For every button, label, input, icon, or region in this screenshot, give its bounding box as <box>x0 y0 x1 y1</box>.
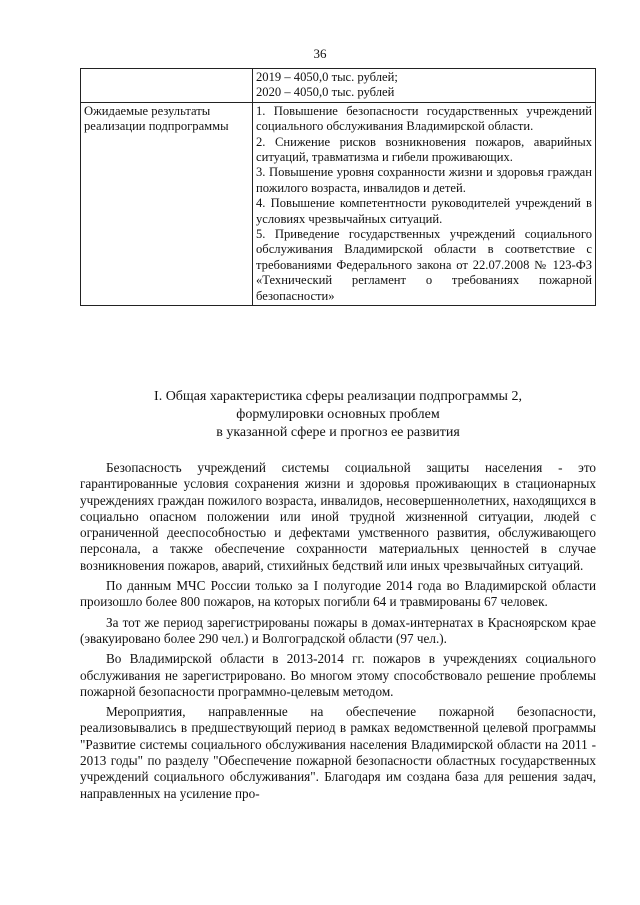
funding-line-2020: 2020 – 4050,0 тыс. рублей <box>256 85 395 100</box>
section-title-line-1: I. Общая характеристика сферы реализации подпрограммы 2, <box>154 389 522 404</box>
paragraph-4: Во Владимирской области в 2013-2014 гг. пожаров в учреждениях социального обслуживания не зарегистрировано. Во многом этому способствовало решение проблемы пожарной безопасности программно-целевым методом. <box>80 651 596 699</box>
section-title-line-2: формулировки основных проблем <box>236 407 440 422</box>
section-title <box>80 388 596 442</box>
result-item-2: 2. Снижение рисков возникновения пожаров, аварийных ситуаций, травматизма и гибели проживающих. <box>256 134 592 165</box>
funding-line-2019: 2019 – 4050,0 тыс. рублей; <box>256 70 398 84</box>
table-cell-empty <box>81 69 253 103</box>
body-text <box>80 460 596 806</box>
paragraph-1: Безопасность учреждений системы социальной защиты населения - это гарантированные условия сохранения жизни и здоровья проживающих в стационарных учреждениях граждан пожилого возраста, инвалидов, несовершеннолетних, находящихся в социально опасном положении или иной трудной жизненной ситуации, людей с ограниченной дееспособностью и дефектами умственного развития, обслуживающего персонала, а также обеспечение сохранности материальных ценностей в случае возникновения пожаров, аварий, стихийных бедствий или иных чрезвычайных ситуаций. <box>80 460 596 573</box>
results-cell <box>253 102 596 305</box>
page-number: 36 <box>313 46 327 61</box>
table-row-expected-results <box>81 102 596 305</box>
program-passport-table <box>80 68 596 306</box>
result-item-3: 3. Повышение уровня сохранности жизни и здоровья граждан пожилого возраста, инвалидов и детей. <box>256 165 592 195</box>
result-item-4: 4. Повышение компетентности руководителей учреждений в условиях чрезвычайных ситуаций. <box>256 196 592 226</box>
section-title-line-3: в указанной сфере и прогноз ее развития <box>216 425 460 440</box>
table-row-funding-continued <box>81 69 596 103</box>
paragraph-5: Мероприятия, направленные на обеспечение пожарной безопасности, реализовывались в предшествующий период в рамках ведомственной целевой программы "Развитие системы социального обслуживания населения Владимирской области на 2011 - 2013 годы" по разделу "Обеспечение пожарной безопасности областных государственных учреждений социального обслуживания". Благодаря им создана база для решения задач, направленных на усиление про- <box>80 704 596 801</box>
result-item-1: 1. Повышение безопасности государственных учреждений социального обслуживания Владимирской области. <box>256 103 592 134</box>
results-label-cell: Ожидаемые результаты реализации подпрограммы <box>81 102 253 305</box>
result-item-5: 5. Приведение государственных учреждений социального обслуживания Владимирской области в соответствие с требованиями Федерального закона от 22.07.2008 № 123-ФЗ «Технический регламент о требованиях пожарной безопасности» <box>256 227 592 303</box>
paragraph-2: По данным МЧС России только за I полугодие 2014 года во Владимирской области произошло более 800 пожаров, на которых погибли 64 и травмированы 67 человек. <box>80 578 596 610</box>
paragraph-3: За тот же период зарегистрированы пожары в домах-интернатах в Красноярском крае (эвакуировано более 290 чел.) и Волгоградской области (97 чел.). <box>80 614 596 646</box>
funding-cell <box>253 69 596 103</box>
